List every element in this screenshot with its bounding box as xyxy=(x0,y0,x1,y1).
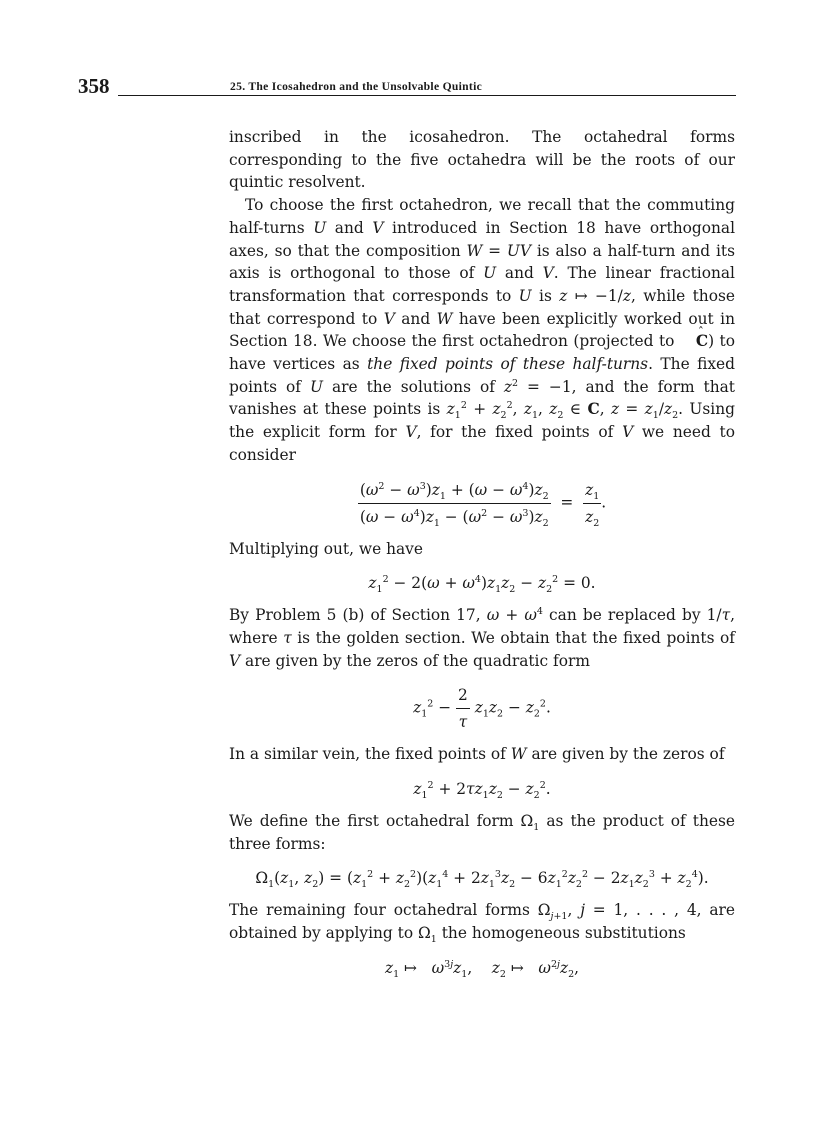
equation-substitutions: $z_1$ ↦ $\omega^{3j}z_1$, $z_2$ ↦ $\omega^{2j}z_2$, xyxy=(384,958,580,980)
paragraph-remaining: The remaining four octahedral forms $\Omega_{j+1}$, j = 1, . . . , 4, are obtained by applying to $\Omega_1$ the homogeneous substitutions xyxy=(229,901,735,946)
header-rule xyxy=(118,95,736,96)
paragraph-multiplying: Multiplying out, we have xyxy=(229,539,423,558)
paragraph-intro: inscribed in the icosahedron. The octahedral forms corresponding to the five octahedra will be the roots of our quintic resolvent. xyxy=(229,128,735,192)
fraction-two-over-tau: $\frac{2}{\tau}$ xyxy=(458,686,468,732)
equation-w-form: $z_1^2 + 2\tau z_1z_2 - z_2^2$. xyxy=(413,779,551,802)
equation-quadratic-form: $z_1^2$ − $\frac{2}{\tau}$ $z_1z_2 - z_2^2$. xyxy=(413,686,551,732)
paragraph-define: We define the first octahedral form $\Omega_1$ as the product of these three forms: xyxy=(229,812,735,853)
page-header xyxy=(78,74,736,98)
body-text xyxy=(229,126,735,989)
equation-fixed-points-v: $\frac{(\omega^2 - \omega^3)z_1 + (\omega - \omega^4)z_2}{(\omega - \omega^4)z_1 - (\omega^2 - \omega^3)z_2}$ = $\frac{z_1}{z_2}$ . xyxy=(359,480,607,529)
running-head: 25. The Icosahedron and the Unsolvable Quintic xyxy=(230,80,483,93)
page-number: 358 xyxy=(78,74,110,98)
equation-expanded: $z_1^2 - 2(\omega + \omega^4)z_1z_2 - z_2^2 = 0$. xyxy=(368,574,596,596)
paragraph-problem-5: By Problem 5 (b) of Section 17, $\omega + \omega^4$ can be replaced by 1/τ, where τ is the golden section. We obtain that the fixed points of V are given by the zeros of the quadratic form xyxy=(229,606,736,670)
paragraph-similar-vein: In a similar vein, the fixed points of W are given by the zeros of xyxy=(229,745,725,764)
equation-omega-1: $\Omega_1(z_1$, $z_2) = (z_1^2 + z_2^2)(z_1^4 + 2z_1^3z_2 - 6z_1^2z_2^2 - 2z_1z_2^3 + z_2^4)$. xyxy=(255,869,709,891)
paragraph-first-octahedron: To choose the first octahedron, we recall that the commuting half-turns U and V introduced in Section 18 have orthogonal axes, so that the composition W = UV is also a half-turn and its axis is orthogonal to those of U and V. The linear fractional transformation that corresponds to U is z ↦ −1/z, while those that correspond to V and W have been explicitly worked out in Section 18. We choose the first octahedron (projected to ˆ C) to have vertices as the fixed points of these half-turns. The fixed points of U are the solutions of $z^2 = -1$, and the form that vanishes at these points is $z_1^2 + z_2^2$, $z_1$, $z_2$ ∈ C, $z = z_1/z_2$. Using the explicit form for V, for the fixed points of V we need to consider xyxy=(229,194,735,466)
fraction-lhs: $\frac{(\omega^2 - \omega^3)z_1 + (\omega - \omega^4)z_2}{(\omega - \omega^4)z_1 - (\omega^2 - \omega^3)z_2}$ xyxy=(359,480,549,529)
fraction-rhs: $\frac{z_1}{z_2}$ xyxy=(585,480,600,529)
